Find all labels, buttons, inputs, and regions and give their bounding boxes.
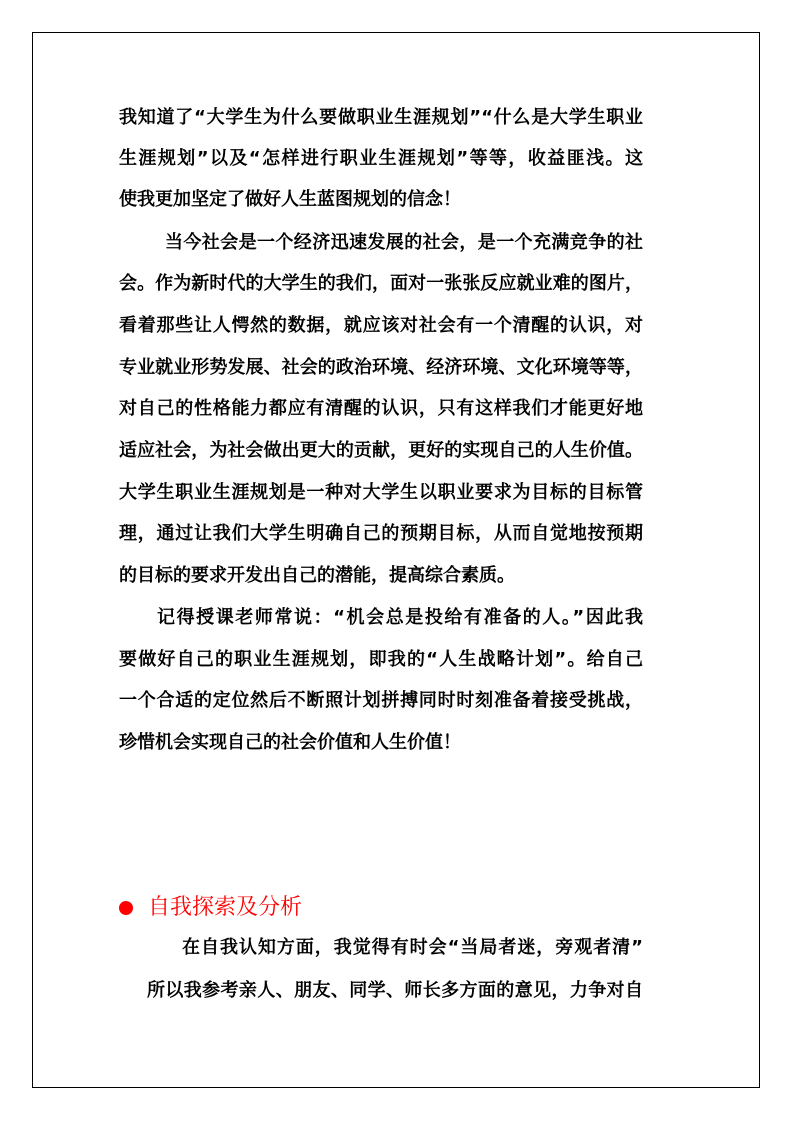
paragraph-3-line-3: 一个合适的定位然后不断照计划拼搏同时时刻准备着接受挑战，	[119, 690, 643, 711]
paragraph-3-line-2: 要做好自己的职业生涯规划，即我的“人生战略计划”。给自己	[119, 649, 643, 670]
paragraph-2-line-8: 理，通过让我们大学生明确自己的预期目标，从而自觉地按预期	[119, 523, 643, 544]
section-line-1: 在自我认知方面，我觉得有时会“当局者迷，旁观者清”	[182, 937, 643, 958]
paragraph-2-line-1: 当今社会是一个经济迅速发展的社会，是一个充满竞争的社	[165, 232, 643, 253]
section-heading	[119, 893, 302, 923]
paragraph-1-line-2: 生涯规划”以及“怎样进行职业生涯规划”等等，收益匪浅。这	[119, 148, 643, 169]
paragraph-2-line-2: 会。作为新时代的大学生的我们，面对一张张反应就业难的图片，	[119, 273, 643, 294]
section-line-2: 所以我参考亲人、朋友、同学、师长多方面的意见，力争对自	[147, 980, 643, 1001]
paragraph-2-line-4: 专业就业形势发展、社会的政治环境、经济环境、文化环境等等，	[119, 357, 643, 378]
paragraph-3-line-1: 记得授课老师常说：“机会总是投给有准备的人。”因此我	[157, 607, 643, 628]
paragraph-2-line-7: 大学生职业生涯规划是一种对大学生以职业要求为目标的目标管	[119, 482, 643, 503]
section-heading-text: 自我探索及分析	[148, 895, 303, 920]
paragraph-3-line-4: 珍惜机会实现自己的社会价值和人生价值！	[119, 732, 461, 753]
paragraph-2-line-9: 的目标的要求开发出自己的潜能，提高综合素质。	[119, 565, 515, 586]
paragraph-2-line-3: 看着那些让人愕然的数据，就应该对社会有一个清醒的认识，对	[119, 315, 643, 336]
paragraph-2-line-6: 适应社会，为社会做出更大的贡献，更好的实现自己的人生价值。	[119, 440, 643, 461]
paragraph-1-line-3: 使我更加坚定了做好人生蓝图规划的信念！	[119, 189, 461, 210]
bullet-icon	[119, 901, 133, 915]
paragraph-1-line-1: 我知道了“大学生为什么要做职业生涯规划”“什么是大学生职业	[119, 107, 643, 128]
paragraph-2-line-5: 对自己的性格能力都应有清醒的认识，只有这样我们才能更好地	[119, 398, 643, 419]
